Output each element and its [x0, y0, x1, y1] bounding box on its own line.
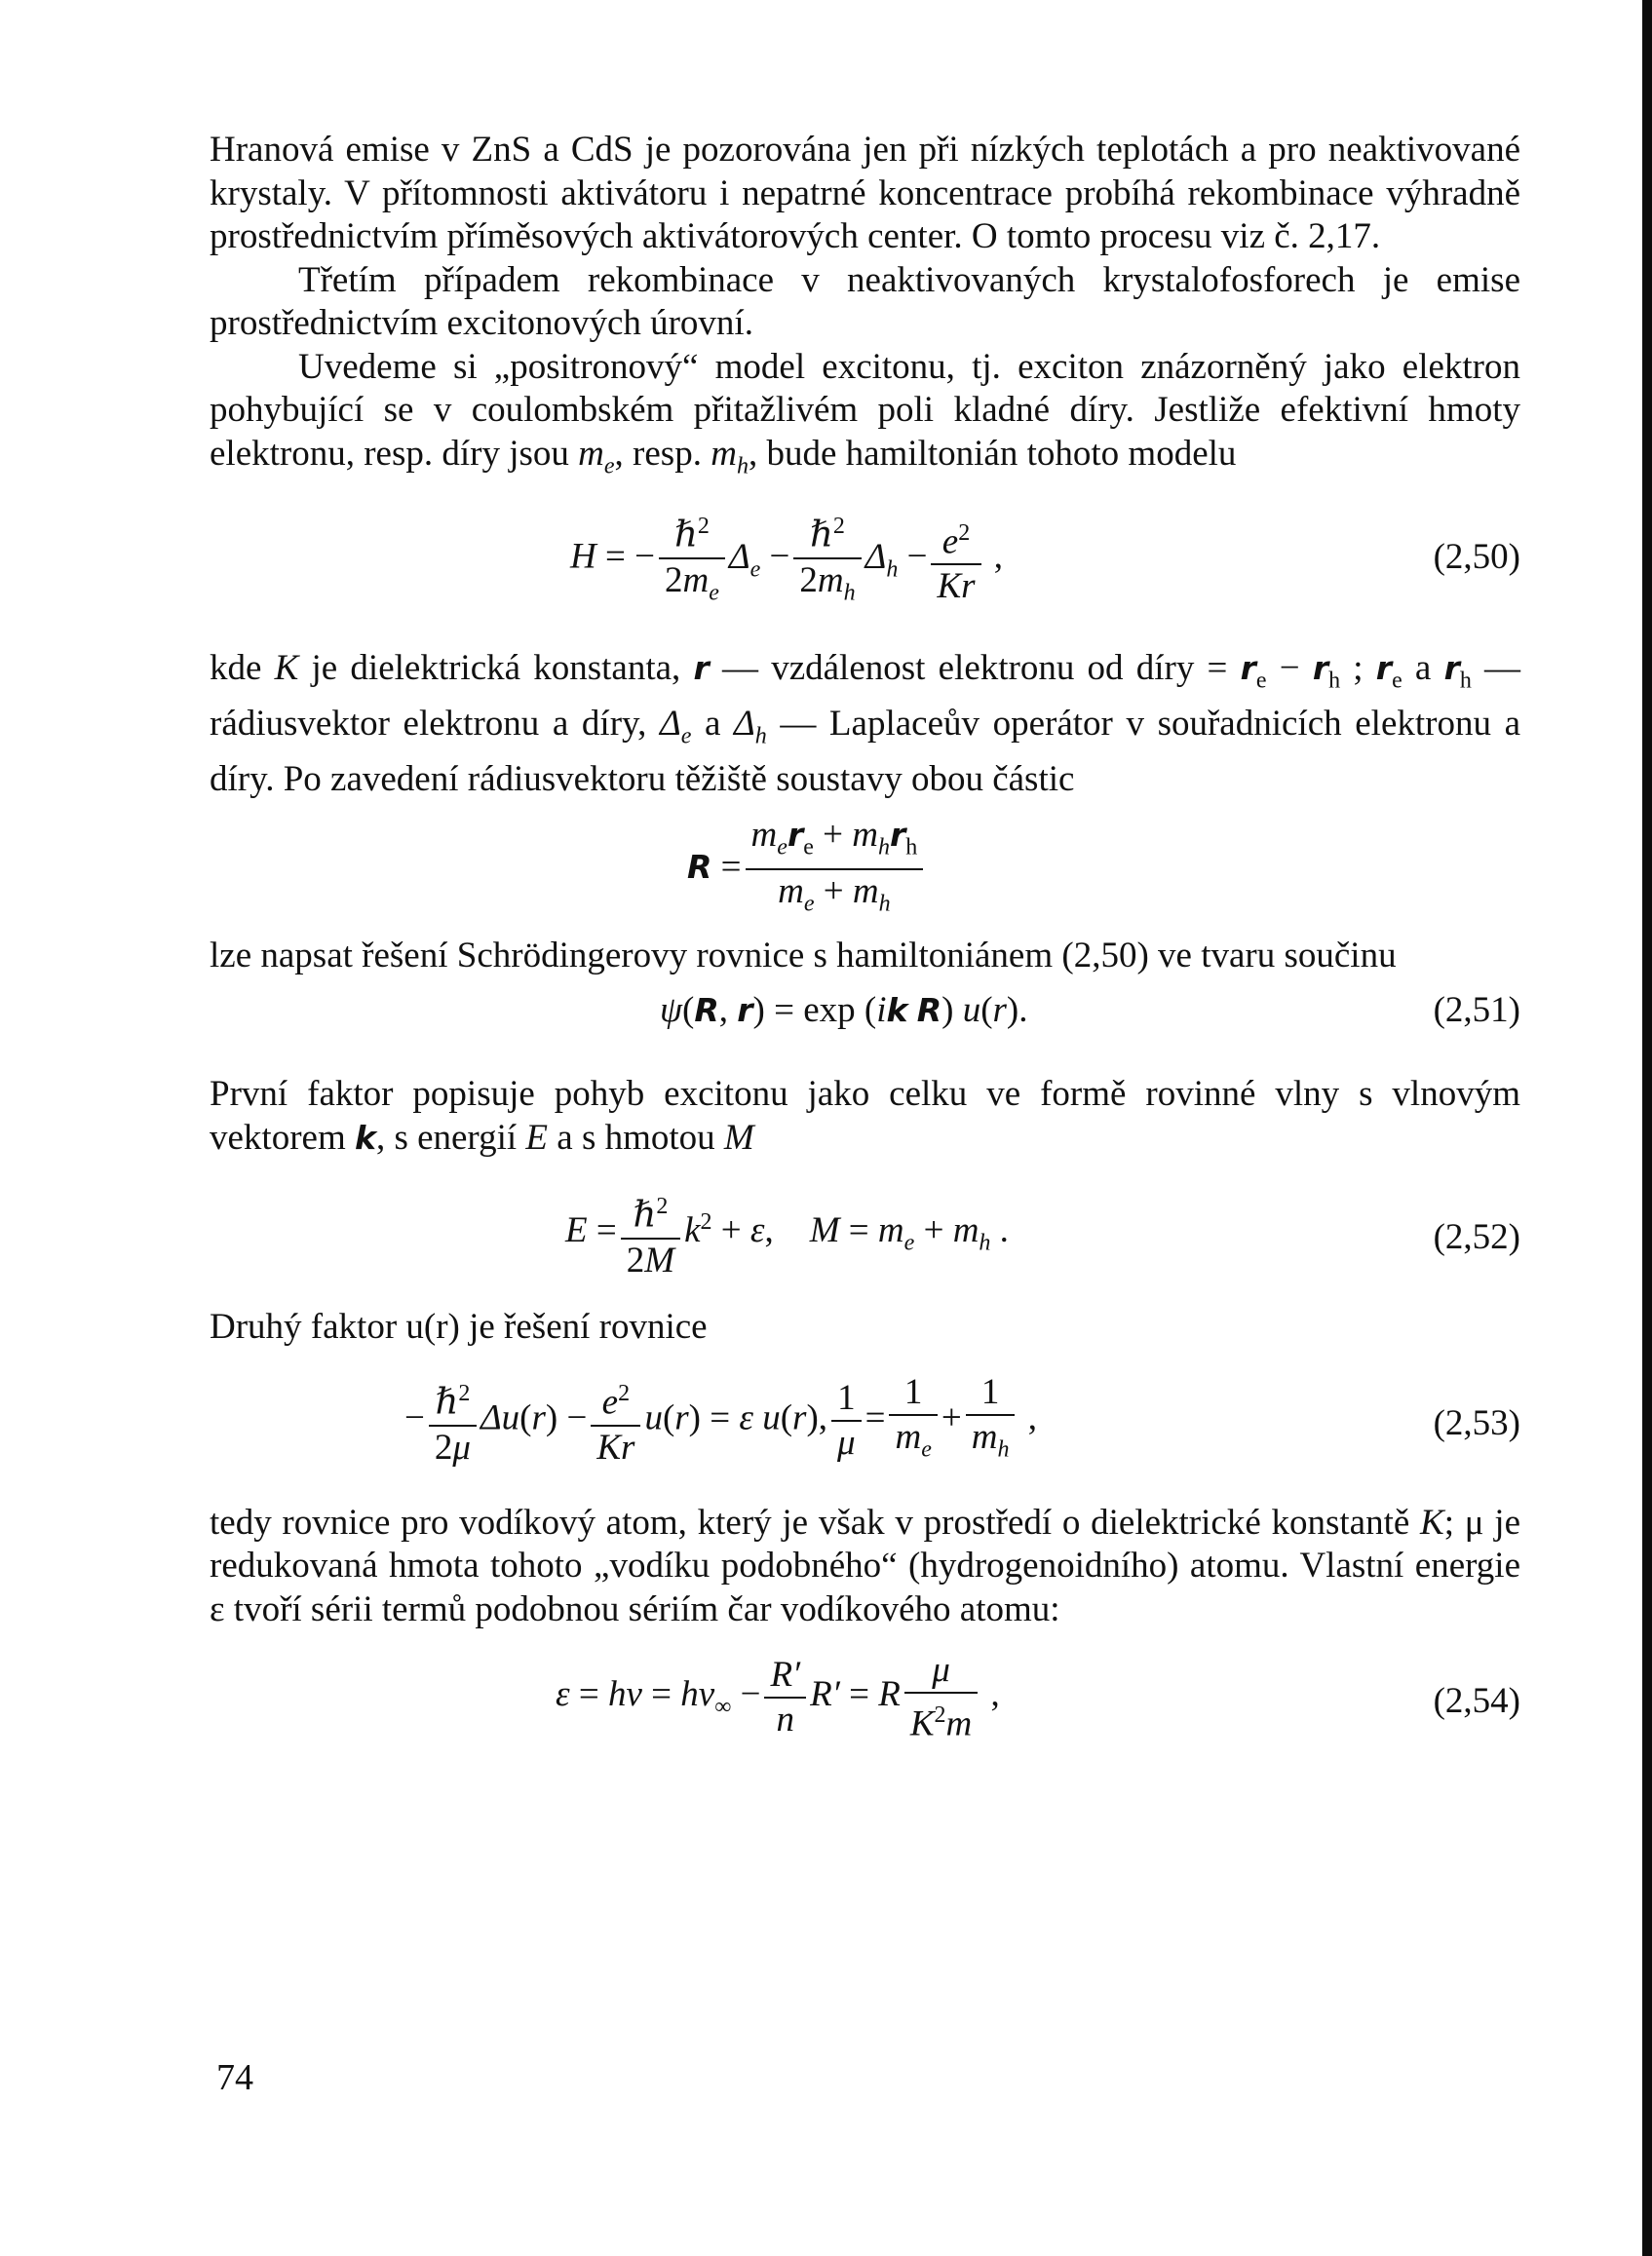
equation-2-54: $\varepsilon = h\nu = h\nu_\infty$ − $\frac{R'}{n}$ R′ = R $\frac{\mu}{K^2m}$ , (2,54): [556, 1650, 1520, 1744]
equation-number-2-54: (2,54): [1433, 1681, 1520, 1722]
equation-number-2-52: (2,52): [1433, 1217, 1520, 1258]
equation-number-2-51: (2,51): [1433, 990, 1520, 1031]
paragraph-5: lze napsat řešení Schrödingerovy rovnice s hamiltoniánem (2,50) ve tvaru součinu: [210, 935, 1397, 975]
equation-number-2-50: (2,50): [1433, 537, 1520, 578]
paragraph-3: Uvedeme si „positronový“ model excitonu, tj. exciton znázorněný jako elektron pohybující se v coulombském přitažlivém poli kladné díry. Jestliže efektivní hmoty elektronu, resp. díry jsou $m_e$, resp. $m_h$, bude hamiltonián tohoto modelu: [210, 346, 1520, 478]
equation-2-50: H = − $\frac{\hbar^2}{2m_e}$ $\Delta_e$ − $\frac{\hbar^2}{2m_h}$ $\Delta_h$ − $\frac{e^2}{Kr}$ , (2,50): [210, 487, 1520, 633]
document-page: [210, 129, 1520, 1768]
paragraph-8: tedy rovnice pro vodíkový atom, který je však v prostředí o dielektrické konstantě K; μ je redukovaná hmota tohoto „vodíku podobného“ (hydrogenoidního) atomu. Vlastní energie ε tvoří sérii termů podobnou sériím čar vodíkového atomu:: [210, 1502, 1521, 1629]
page-number: 74: [216, 2057, 253, 2098]
paragraph-6: První faktor popisuje pohyb excitonu jako celku ve formě rovinné vlny s vlnovým vektorem k, s energií E a s hmotou M: [210, 1074, 1520, 1158]
equation-center-of-mass: R = $\frac{m_er_e + m_hr_h}{m_e + m_h}$: [210, 802, 1520, 929]
equation-2-53: − $\frac{\hbar^2}{2\mu}$ Δu(r) − $\frac{e^2}{Kr}$ u(r) = ε u(r), $\frac{1}{\mu}$ = $\frac{1}{m_e}$ + $\frac{1}{m_h}$ , (2,53): [404, 1371, 1520, 1468]
paragraph-7: Druhý faktor u(r) je řešení rovnice: [210, 1307, 708, 1348]
paragraph-4: kde K je dielektrická konstanta, r — vzdálenost elektronu od díry = $r_e - r_h$ ; $r_e$ a $r_h$ — rádiusvektor elektronu a díry, $\Delta_e$ a $\Delta_h$ — Laplaceův operátor v souřadnicích elektronu a díry. Po zavedení rádiusvektoru těžiště soustavy obou částic: [210, 648, 1521, 800]
equation-2-52: E = $\frac{\hbar^2}{2M}$ $k^2 + \varepsilon$, $M = m_e + m_h$ . (2,52): [210, 1160, 1520, 1306]
equation-2-51: ψ(R, r) = exp (ik R) u(r). (2,51): [660, 990, 1520, 1031]
equation-number-2-53: (2,53): [1433, 1402, 1520, 1443]
page-edge-shadow: [1642, 0, 1652, 2256]
paragraph-1: Hranová emise v ZnS a CdS je pozorována jen při nízkých teplotách a pro neaktivované krystaly. V přítomnosti aktivátoru i nepatrné koncentrace probíhá rekombinace výhradně prostřednictvím příměsových aktivátorových center. O tomto procesu viz č. 2,17.: [210, 130, 1520, 256]
paragraph-2: Třetím případem rekombinace v neaktivovaných krystalofosforech je emise prostřednictvím excitonových úrovní.: [210, 259, 1520, 343]
